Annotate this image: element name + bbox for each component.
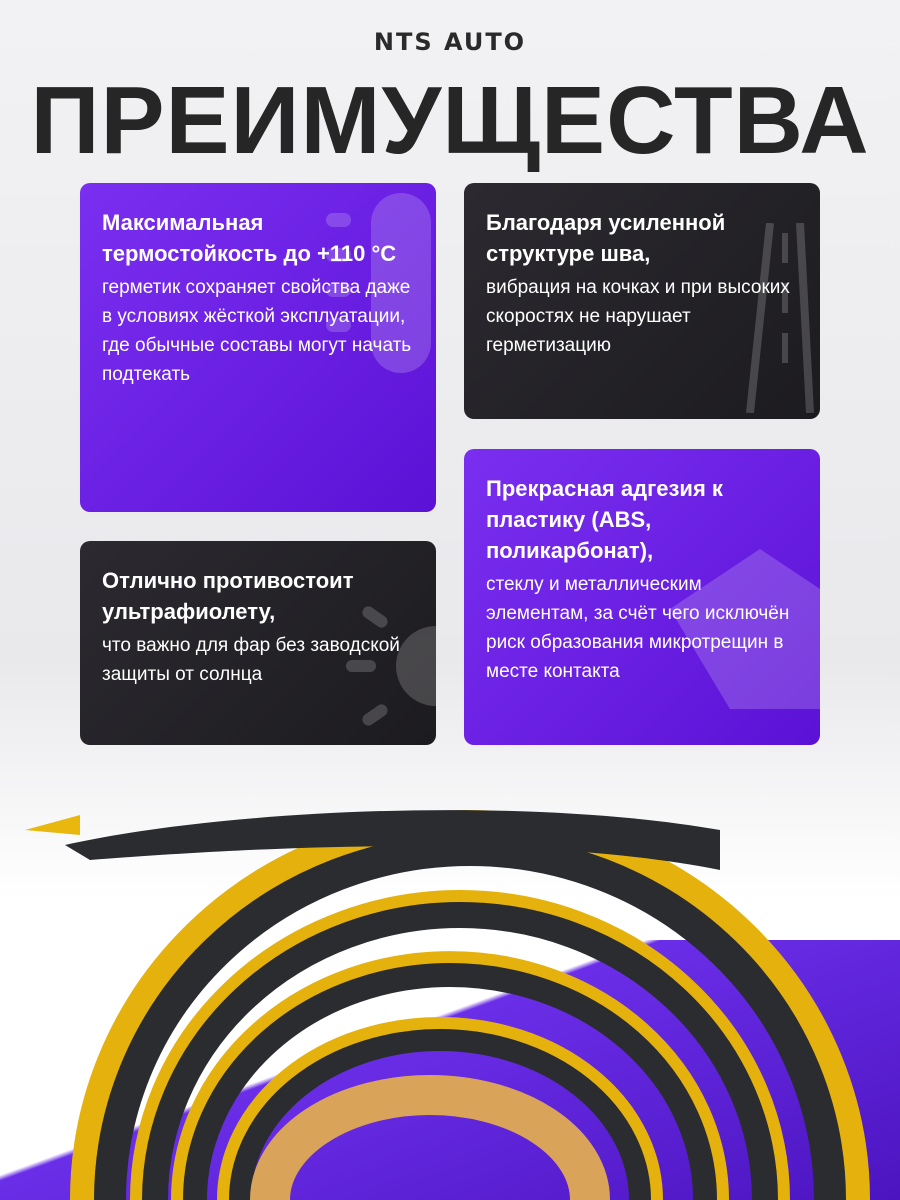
card-heat-resistance <box>80 183 436 512</box>
page-title: ПРЕИМУЩЕСТВА <box>30 67 870 174</box>
card-title: Благодаря усиленной структуре шва, <box>486 210 726 266</box>
card-title: Максимальная термостойкость до +110 °C <box>102 210 397 266</box>
card-text: стеклу и металлическим элементам, за счёт чего исключён риск образования микротрещин в месте контакта <box>486 574 790 682</box>
card-uv-resistance <box>80 541 436 745</box>
card-text: вибрация на кочках и при высоких скоростях не нарушает герметизацию <box>486 277 790 356</box>
brand-logo: NTS AUTO <box>373 28 527 56</box>
card-title: Отлично противостоит ультрафиолету, <box>102 568 354 624</box>
card-title: Прекрасная адгезия к пластику (ABS, поликарбонат), <box>486 476 723 563</box>
sealant-roll-image <box>20 790 900 1200</box>
card-adhesion <box>464 449 820 745</box>
card-seam-structure <box>464 183 820 419</box>
card-text: герметик сохраняет свойства даже в условиях жёсткой эксплуатации, где обычные составы могут начать подтекать <box>102 277 412 385</box>
card-text: что важно для фар без заводской защиты от солнца <box>102 635 400 685</box>
